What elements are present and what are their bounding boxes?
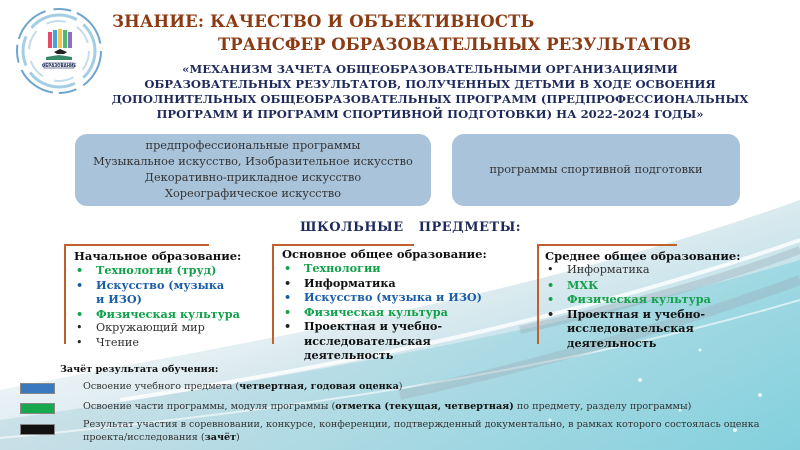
frame-border <box>64 244 66 344</box>
school-subjects-title: ШКОЛЬНЫЕ ПРЕДМЕТЫ: <box>300 220 522 235</box>
green-swatch-icon <box>20 403 55 414</box>
subject-item: • Чтение <box>74 336 264 351</box>
primary-education-column <box>64 244 269 349</box>
blue-swatch-icon <box>20 383 55 394</box>
frame-border <box>537 244 539 344</box>
legend-text-bold: зачёт <box>204 432 237 443</box>
title-line-1: ЗНАНИЕ: КАЧЕСТВО И ОБЪЕКТИВНОСТЬ <box>112 12 535 31</box>
sports-programs-box <box>452 134 740 206</box>
subtitle <box>80 62 780 122</box>
box-line: Музыкальное искусство, Изобразительное искусство <box>93 155 413 168</box>
legend-text-part: ) <box>236 432 240 443</box>
frame-border <box>272 244 414 246</box>
title-line-2: ТРАНСФЕР ОБРАЗОВАТЕЛЬНЫХ РЕЗУЛЬТАТОВ <box>218 35 692 54</box>
legend-item-subject-mastery <box>20 380 783 394</box>
legend-text-part: ) <box>398 381 403 392</box>
subject-item: • Физическая культура <box>74 307 264 322</box>
subject-item: • Окружающий мир <box>74 321 264 336</box>
subject-item: • Технологии (труд) <box>74 263 264 278</box>
frame-border <box>64 244 209 246</box>
legend-text <box>83 380 783 393</box>
legend-text-part: по предмету, разделу программы) <box>513 401 692 412</box>
black-swatch-icon <box>20 424 55 435</box>
legend-text-part: Освоение части программы, модуля программы ( <box>83 401 336 412</box>
subject-item: • Информатика <box>282 276 532 291</box>
subtitle-line: ДОПОЛНИТЕЛЬНЫХ ОБЩЕОБРАЗОВАТЕЛЬНЫХ ПРОГРАММ (ПРЕДПРОФЕССИОНАЛЬНЫХ <box>111 92 749 106</box>
subtitle-line: ПРОГРАММ И ПРОГРАММ СПОРТИВНОЙ ПОДГОТОВКИ) НА 2022-2024 ГОДЫ» <box>156 107 704 121</box>
column-heading: Основное общее образование: <box>282 247 487 261</box>
legend-text <box>83 418 763 444</box>
subject-item: • Физическая культура <box>282 305 532 320</box>
box-line: Хореографическое искусство <box>164 187 342 200</box>
basic-general-education-column <box>272 244 532 362</box>
legend-text-part: Результат участия в соревновании, конкурсе, конференции, подтвержденный документально, в рамках которого состоялась оценка проекта/исследования ( <box>83 419 760 443</box>
subject-item: • Физическая культура <box>545 292 770 307</box>
subtitle-line: «МЕХАНИЗМ ЗАЧЕТА ОБЩЕОБРАЗОВАТЕЛЬНЫМИ ОРГАНИЗАЦИЯМИ <box>182 62 678 76</box>
subject-item: • МХК <box>545 278 770 293</box>
legend-text <box>83 400 783 413</box>
subject-item: • Информатика <box>545 263 770 278</box>
legend-title: Зачёт результата обучения: <box>60 364 219 375</box>
frame-border <box>537 244 677 246</box>
box-line: программы спортивной подготовки <box>489 163 703 176</box>
column-heading: Начальное образование: <box>74 249 242 263</box>
preprofessional-programs-box <box>75 134 431 206</box>
box-line: предпрофессиональные программы <box>145 139 361 152</box>
legend-text-bold: отметка (текущая, четвертная) <box>335 401 514 412</box>
box-line: Декоративно-прикладное искусство <box>144 171 362 184</box>
subject-item: • Искусство (музыка и ИЗО) <box>74 278 236 307</box>
subject-item: • Проектная и учебно-исследовательская деятельность <box>545 307 707 351</box>
subtitle-line: ОБРАЗОВАТЕЛЬНЫХ РЕЗУЛЬТАТОВ, ПОЛУЧЕННЫХ ДЕТЬМИ В ХОДЕ ОСВОЕНИЯ <box>144 77 716 91</box>
legend-item-competition-result <box>20 418 763 444</box>
subject-item: • Проектная и учебно-исследовательская деятельность <box>282 319 524 363</box>
column-heading: Среднее общее образование: <box>545 249 741 263</box>
legend-item-module-mastery <box>20 400 783 414</box>
legend-text-part: Освоение учебного предмета ( <box>83 381 240 392</box>
legend-text-bold: четвертная, годовая оценка <box>239 381 399 392</box>
subject-item: • Технологии <box>282 261 532 276</box>
secondary-general-education-column <box>537 244 777 350</box>
svg-text:ОБРАЗОВАНИЕ: ОБРАЗОВАНИЕ <box>41 63 77 68</box>
subject-item: • Искусство (музыка и ИЗО) <box>282 290 532 305</box>
frame-border <box>272 244 274 344</box>
